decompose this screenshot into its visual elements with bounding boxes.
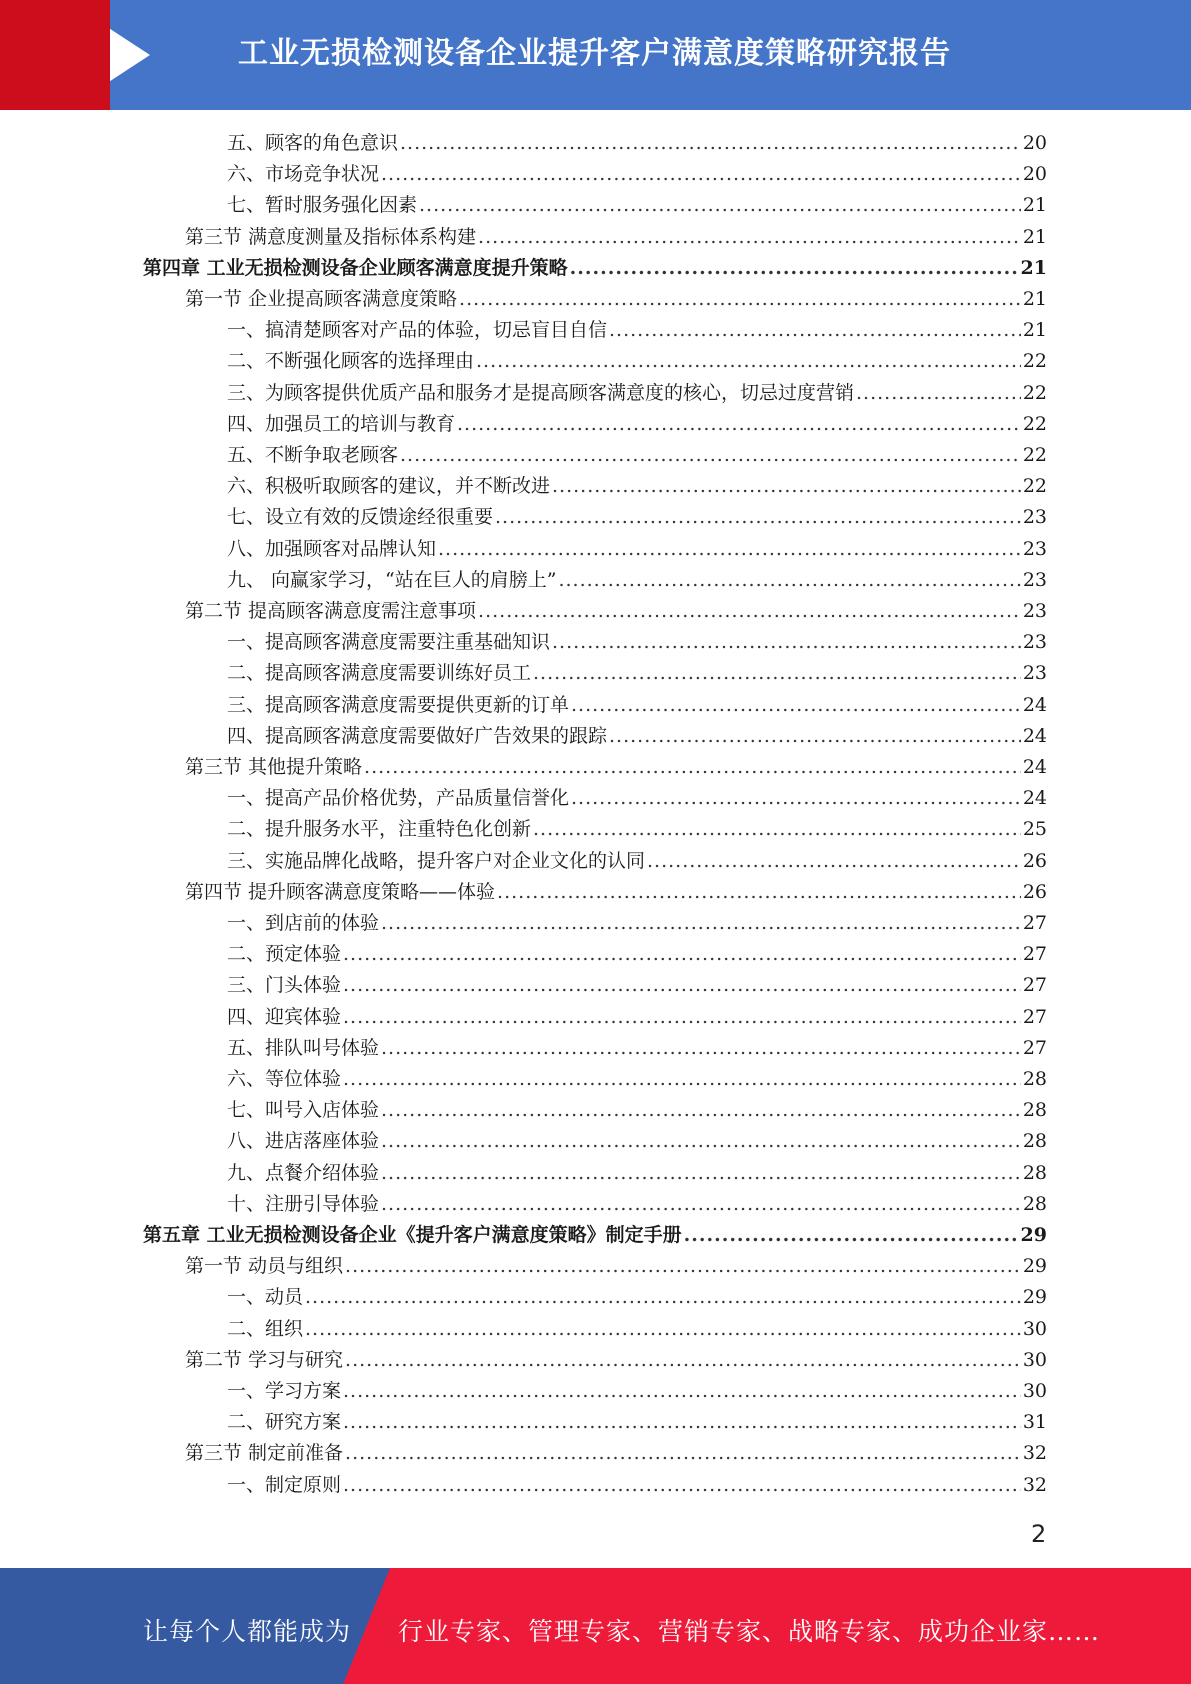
- toc-entry-title: 二、组织: [227, 1317, 304, 1340]
- toc-dot-leader: [381, 1189, 1021, 1220]
- toc-dot-leader: [343, 939, 1021, 970]
- toc-entry-page: 22: [1022, 412, 1047, 435]
- toc-entry-title: 一、到店前的体验: [227, 912, 380, 934]
- toc-entry-page: 23: [1022, 662, 1047, 685]
- footer-slogan-right: 行业专家、管理专家、营销专家、战略专家、成功企业家……: [398, 1617, 1101, 1646]
- toc-dot-leader: [570, 253, 1019, 284]
- toc-entry-page: 28: [1022, 1130, 1047, 1153]
- toc-dot-leader: [381, 1126, 1021, 1157]
- toc-entry-title: 第四章 工业无损检测设备企业顾客满意度提升策略: [143, 256, 568, 279]
- toc-dot-leader: [438, 534, 1021, 565]
- toc-entry-page: 22: [1022, 381, 1047, 404]
- toc-dot-leader: [343, 1064, 1021, 1095]
- toc-entry[interactable]: [227, 1314, 1047, 1345]
- toc-entry-page: 21: [1022, 225, 1047, 248]
- toc-entry-page: 21: [1022, 288, 1047, 310]
- toc-entry-title: 第三节 制定前准备: [185, 1442, 344, 1465]
- toc-entry-title: 七、暂时服务强化因素: [227, 194, 418, 217]
- toc-entry-title: 第二节 学习与研究: [185, 1348, 344, 1371]
- toc-entry[interactable]: [227, 159, 1047, 190]
- toc-dot-leader: [381, 1033, 1021, 1064]
- toc-dot-leader: [419, 190, 1021, 221]
- toc-entry-title: 五、排队叫号体验: [227, 1036, 380, 1059]
- toc-dot-leader: [552, 471, 1021, 502]
- toc-entry[interactable]: [227, 1470, 1047, 1501]
- toc-dot-leader: [478, 222, 1021, 253]
- toc-entry-page: 20: [1022, 163, 1047, 186]
- toc-entry-page: 22: [1022, 350, 1047, 373]
- toc-entry-page: 26: [1022, 849, 1047, 872]
- toc-entry-title: 七、设立有效的反馈途经很重要: [227, 506, 494, 529]
- toc-entry[interactable]: [227, 409, 1047, 440]
- toc-entry-title: 八、进店落座体验: [227, 1130, 380, 1153]
- toc-entry-title: 四、提高顾客满意度需要做好广告效果的跟踪: [227, 724, 608, 747]
- toc-dot-leader: [533, 814, 1021, 845]
- toc-entry[interactable]: [227, 627, 1047, 658]
- toc-entry[interactable]: [227, 1282, 1047, 1313]
- toc-entry-page: 32: [1022, 1473, 1047, 1496]
- toc-entry-page: 20: [1022, 132, 1047, 154]
- header-red-block: [0, 0, 110, 110]
- toc-entry[interactable]: [185, 222, 1047, 253]
- toc-dot-leader: [476, 346, 1021, 377]
- toc-dot-leader: [478, 596, 1021, 627]
- toc-entry-page: 23: [1022, 600, 1047, 622]
- toc-dot-leader: [647, 846, 1021, 877]
- toc-entry-page: 27: [1022, 1036, 1047, 1059]
- toc-dot-leader: [571, 783, 1021, 814]
- toc-entry[interactable]: [185, 284, 1047, 315]
- toc-entry[interactable]: [227, 1376, 1047, 1407]
- toc-dot-leader: [609, 315, 1021, 346]
- toc-entry-title: 第二节 提高顾客满意度需注意事项: [185, 600, 477, 622]
- toc-entry[interactable]: [227, 190, 1047, 221]
- toc-entry[interactable]: [227, 128, 1047, 159]
- toc-dot-leader: [457, 409, 1021, 440]
- toc-dot-leader: [684, 1220, 1019, 1251]
- toc-dot-leader: [381, 1158, 1021, 1189]
- toc-entry-page: 24: [1022, 787, 1047, 810]
- toc-entry-title: 三、门头体验: [227, 974, 342, 997]
- toc-entry[interactable]: [185, 1251, 1047, 1282]
- toc-entry-page: 28: [1022, 1099, 1047, 1122]
- toc-entry[interactable]: [227, 814, 1047, 845]
- toc-entry-page: 30: [1022, 1348, 1047, 1371]
- toc-entry-title: 六、积极听取顾客的建议，并不断改进: [227, 475, 551, 498]
- toc-dot-leader: [558, 565, 1020, 596]
- toc-dot-leader: [400, 440, 1021, 471]
- toc-entry[interactable]: [227, 346, 1047, 377]
- toc-entry-page: 22: [1022, 475, 1047, 498]
- toc-dot-leader: [533, 658, 1021, 689]
- toc-entry[interactable]: [227, 721, 1047, 752]
- toc-entry-page: 24: [1022, 693, 1047, 716]
- toc-entry-title: 第三节 满意度测量及指标体系构建: [185, 225, 477, 248]
- toc-entry[interactable]: [227, 1095, 1047, 1126]
- toc-entry-title: 四、加强员工的培训与教育: [227, 412, 456, 435]
- toc-entry[interactable]: [227, 378, 1047, 409]
- toc-entry-title: 第五章 工业无损检测设备企业《提升客户满意度策略》制定手册: [143, 1224, 682, 1246]
- toc-entry-title: 五、顾客的角色意识: [227, 132, 399, 154]
- toc-dot-leader: [343, 970, 1021, 1001]
- toc-entry-page: 21: [1020, 256, 1047, 279]
- toc-entry-page: 23: [1022, 631, 1047, 654]
- toc-entry-title: 二、不断强化顾客的选择理由: [227, 350, 475, 373]
- toc-entry-title: 二、预定体验: [227, 943, 342, 966]
- toc-entry-title: 六、市场竞争状况: [227, 163, 380, 186]
- toc-dot-leader: [345, 1438, 1021, 1469]
- toc-entry-title: 九、 向赢家学习，“站在巨人的肩膀上”: [227, 568, 557, 591]
- toc-dot-leader: [305, 1314, 1021, 1345]
- toc-dot-leader: [609, 721, 1021, 752]
- toc-entry-title: 六、等位体验: [227, 1068, 342, 1090]
- toc-entry[interactable]: [227, 846, 1047, 877]
- toc-entry-title: 第四节 提升顾客满意度策略——体验: [185, 880, 496, 903]
- toc-dot-leader: [856, 378, 1021, 409]
- toc-entry-title: 一、提高顾客满意度需要注重基础知识: [227, 631, 551, 654]
- toc-dot-leader: [497, 877, 1021, 908]
- toc-entry[interactable]: [227, 502, 1047, 533]
- toc-entry-page: 30: [1022, 1380, 1047, 1402]
- toc-dot-leader: [381, 908, 1021, 939]
- toc-entry-page: 21: [1022, 194, 1047, 217]
- toc-entry[interactable]: [227, 1189, 1047, 1220]
- toc-entry-title: 五、不断争取老顾客: [227, 444, 399, 466]
- toc-entry-title: 九、点餐介绍体验: [227, 1161, 380, 1184]
- toc-entry-page: 27: [1022, 943, 1047, 966]
- toc-dot-leader: [381, 1095, 1021, 1126]
- toc-entry-page: 23: [1022, 568, 1047, 591]
- toc-entry[interactable]: [227, 315, 1047, 346]
- page-number: 2: [1031, 1520, 1047, 1548]
- toc-entry-title: 二、提升服务水平，注重特色化创新: [227, 818, 532, 841]
- toc-dot-leader: [343, 1470, 1021, 1501]
- toc-entry-page: 29: [1022, 1255, 1047, 1278]
- toc-dot-leader: [345, 1251, 1021, 1282]
- page-header: [0, 0, 1191, 110]
- toc-dot-leader: [495, 502, 1021, 533]
- report-title: 工业无损检测设备企业提升客户满意度策略研究报告: [238, 36, 951, 71]
- toc-entry-title: 第一节 动员与组织: [185, 1255, 344, 1278]
- toc-entry-page: 24: [1022, 756, 1047, 778]
- toc-entry[interactable]: [227, 440, 1047, 471]
- toc-entry[interactable]: [227, 1158, 1047, 1189]
- toc-dot-leader: [305, 1282, 1021, 1313]
- toc-dot-leader: [400, 128, 1021, 159]
- toc-entry[interactable]: [227, 1002, 1047, 1033]
- toc-dot-leader: [381, 159, 1021, 190]
- toc-entry-page: 30: [1022, 1317, 1047, 1340]
- toc-entry-title: 十、注册引导体验: [227, 1192, 380, 1215]
- toc-dot-leader: [343, 1376, 1021, 1407]
- toc-entry-page: 32: [1022, 1442, 1047, 1465]
- toc-entry-page: 26: [1022, 880, 1047, 903]
- toc-entry-title: 三、提高顾客满意度需要提供更新的订单: [227, 693, 570, 716]
- toc-entry-page: 28: [1022, 1161, 1047, 1184]
- toc-dot-leader: [459, 284, 1021, 315]
- toc-entry-title: 第一节 企业提高顾客满意度策略: [185, 288, 458, 310]
- toc-entry[interactable]: [227, 970, 1047, 1001]
- toc-dot-leader: [343, 1002, 1021, 1033]
- toc-entry-title: 八、加强顾客对品牌认知: [227, 537, 437, 560]
- toc-entry-page: 29: [1022, 1286, 1047, 1309]
- toc-entry-title: 七、叫号入店体验: [227, 1099, 380, 1122]
- toc-entry-title: 一、搞清楚顾客对产品的体验，切忌盲目自信: [227, 319, 608, 342]
- toc-entry[interactable]: [227, 1064, 1047, 1095]
- toc-entry-title: 四、迎宾体验: [227, 1005, 342, 1028]
- toc-dot-leader: [345, 1345, 1021, 1376]
- toc-entry-page: 27: [1022, 1005, 1047, 1028]
- toc-entry-page: 27: [1022, 912, 1047, 934]
- toc-entry-page: 25: [1022, 818, 1047, 841]
- toc-entry-page: 22: [1022, 444, 1047, 466]
- toc-entry[interactable]: [227, 908, 1047, 939]
- toc-entry[interactable]: [143, 1220, 1047, 1251]
- toc-entry-title: 一、动员: [227, 1286, 304, 1309]
- toc-entry[interactable]: [227, 939, 1047, 970]
- toc-entry-page: 23: [1022, 506, 1047, 529]
- toc-entry-title: 三、实施品牌化战略，提升客户对企业文化的认同: [227, 849, 646, 872]
- footer-slogan-left: 让每个人都能成为: [143, 1617, 352, 1646]
- toc-entry-title: 三、为顾客提供优质产品和服务才是提高顾客满意度的核心，切忌过度营销: [227, 381, 855, 404]
- toc-entry[interactable]: [143, 253, 1047, 284]
- toc-entry-page: 31: [1022, 1411, 1047, 1434]
- toc-entry-page: 28: [1022, 1068, 1047, 1090]
- toc-entry[interactable]: [185, 1345, 1047, 1376]
- toc-entry[interactable]: [227, 565, 1047, 596]
- toc-entry-title: 二、研究方案: [227, 1411, 342, 1434]
- toc-entry[interactable]: [227, 783, 1047, 814]
- toc-entry[interactable]: [185, 752, 1047, 783]
- toc-entry-title: 一、提高产品价格优势，产品质量信誉化: [227, 787, 570, 810]
- toc-entry[interactable]: [185, 1438, 1047, 1469]
- toc-entry-title: 二、提高顾客满意度需要训练好员工: [227, 662, 532, 685]
- toc-entry-title: 一、制定原则: [227, 1473, 342, 1496]
- toc-entry-page: 23: [1022, 537, 1047, 560]
- toc-entry[interactable]: [185, 877, 1047, 908]
- toc-entry[interactable]: [227, 658, 1047, 689]
- toc-entry-page: 21: [1022, 319, 1047, 342]
- toc-entry[interactable]: [227, 534, 1047, 565]
- toc-entry-page: 28: [1022, 1192, 1047, 1215]
- toc-dot-leader: [571, 690, 1021, 721]
- toc-entry[interactable]: [185, 596, 1047, 627]
- toc-entry[interactable]: [227, 471, 1047, 502]
- toc-entry-page: 27: [1022, 974, 1047, 997]
- toc-dot-leader: [343, 1407, 1021, 1438]
- toc-entry[interactable]: [227, 690, 1047, 721]
- toc-entry[interactable]: [227, 1407, 1047, 1438]
- page-footer: [0, 1568, 1191, 1684]
- toc-dot-leader: [552, 627, 1021, 658]
- toc-entry-title: 一、学习方案: [227, 1380, 342, 1402]
- toc-entry-title: 第三节 其他提升策略: [185, 756, 363, 778]
- toc-entry-page: 29: [1020, 1224, 1047, 1246]
- toc-entry[interactable]: [227, 1033, 1047, 1064]
- toc-entry-page: 24: [1022, 724, 1047, 747]
- toc-dot-leader: [364, 752, 1021, 783]
- toc-entry[interactable]: [227, 1126, 1047, 1157]
